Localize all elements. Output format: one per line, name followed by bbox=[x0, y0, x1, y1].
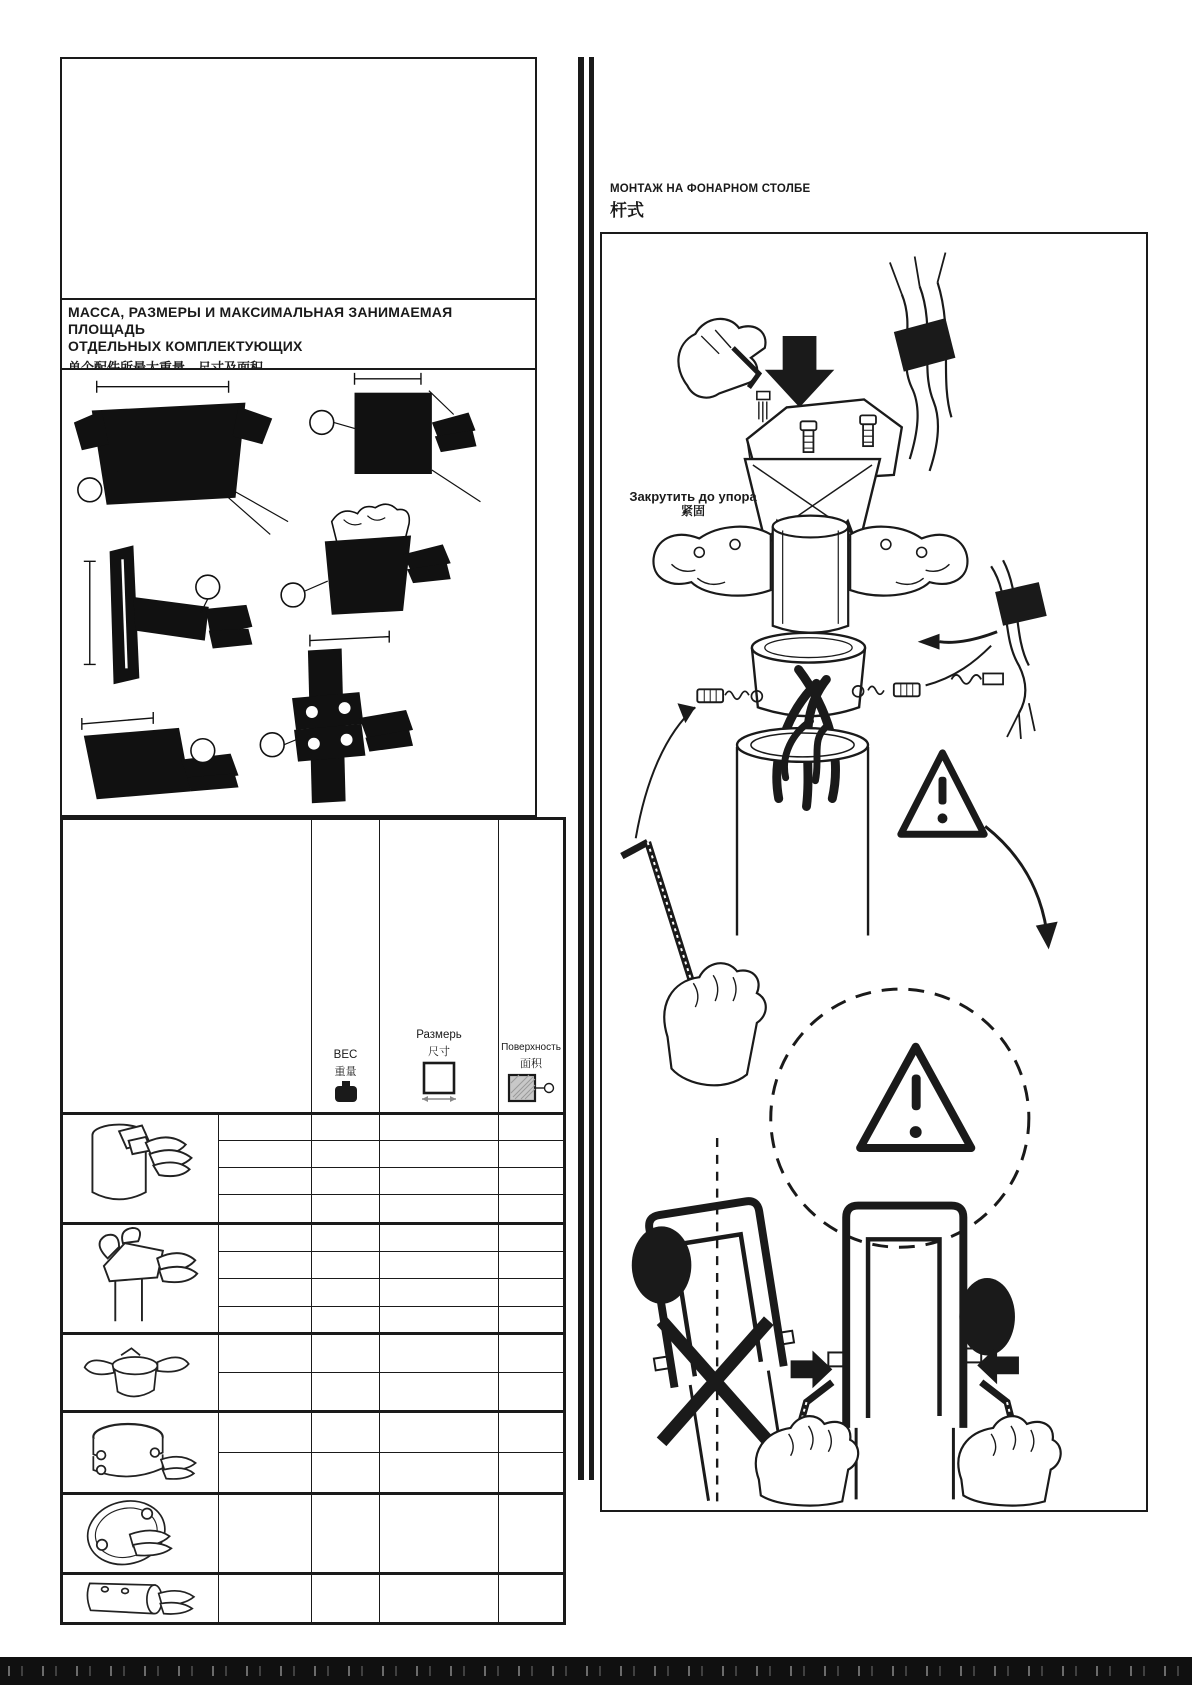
spec-cell-empty bbox=[380, 1453, 499, 1494]
spec-cell-empty bbox=[499, 1141, 565, 1168]
set-screw-with-spring-right-upper bbox=[951, 673, 1003, 684]
pole-mounting-illustration bbox=[602, 234, 1146, 1510]
spec-header-surface bbox=[499, 819, 565, 1114]
tighten-label-zh: 紧固 bbox=[680, 503, 705, 518]
spec-cell-empty bbox=[219, 1574, 312, 1624]
spec-row-post-top-claw-fitting bbox=[62, 1224, 565, 1252]
spec-cell-empty bbox=[312, 1334, 380, 1373]
spec-cell-empty bbox=[312, 1114, 380, 1141]
weight-icon bbox=[333, 1081, 359, 1103]
diagram-double-ring-fixture bbox=[260, 631, 413, 804]
spec-cell-empty bbox=[499, 1114, 565, 1141]
product-image-double-ring-clamp bbox=[62, 1412, 219, 1494]
spec-cell-empty bbox=[380, 1334, 499, 1373]
diagram-trapezoid-fixture bbox=[82, 712, 239, 799]
spec-cell-empty bbox=[499, 1252, 565, 1279]
spec-cell-empty bbox=[219, 1307, 312, 1334]
pole-mounting-illustration-box bbox=[600, 232, 1148, 1512]
spec-cell-empty bbox=[499, 1412, 565, 1453]
spec-row-post-top-spigot-cylinder bbox=[62, 1114, 565, 1141]
bolt-icon bbox=[801, 421, 817, 452]
column-divider-line bbox=[589, 57, 594, 1480]
callout-dot-left bbox=[632, 1226, 692, 1303]
spec-cell-empty bbox=[312, 1574, 380, 1624]
callout-circle bbox=[196, 575, 220, 599]
spec-cell-empty bbox=[499, 1453, 565, 1494]
claw-piece-left bbox=[653, 527, 770, 596]
spec-cell-empty bbox=[219, 1279, 312, 1307]
spec-cell-empty bbox=[380, 1252, 499, 1279]
tighten-label-ru: Закрутить до упора bbox=[629, 489, 757, 504]
spec-cell-empty bbox=[380, 1114, 499, 1141]
spec-cell-empty bbox=[499, 1574, 565, 1624]
center-cup bbox=[773, 516, 848, 633]
warning-triangle-icon-large bbox=[860, 1047, 971, 1148]
spec-cell-empty bbox=[312, 1307, 380, 1334]
surface-header-zh: 面积 bbox=[520, 1058, 542, 1070]
spec-cell-empty bbox=[380, 1279, 499, 1307]
spec-cell-empty bbox=[219, 1412, 312, 1453]
spec-cell-empty bbox=[219, 1168, 312, 1195]
hand-bottom-right bbox=[958, 1416, 1060, 1505]
callout-circle bbox=[78, 478, 102, 502]
round-plate-fitting-line-art bbox=[76, 1495, 206, 1567]
prohibition-x-icon bbox=[662, 1321, 769, 1442]
post-top-spigot-cylinder-line-art bbox=[66, 1116, 216, 1216]
spec-row-winged-cap-fitting bbox=[62, 1334, 565, 1373]
spec-cell-empty bbox=[380, 1412, 499, 1453]
size-header-zh: 尺寸 bbox=[428, 1046, 450, 1058]
down-arrow-icon bbox=[765, 336, 834, 407]
spec-header-row bbox=[62, 819, 565, 1114]
pole-mounting-heading bbox=[610, 183, 940, 221]
surface-area-icon bbox=[507, 1073, 555, 1103]
product-image-post-top-spigot-cylinder bbox=[62, 1114, 219, 1224]
claw-piece-right bbox=[850, 527, 967, 596]
hand-with-hex-key-top bbox=[678, 319, 769, 422]
arrow-right-icon bbox=[791, 1350, 833, 1388]
weight-header-ru: ВЕС bbox=[333, 1049, 358, 1061]
fixture-silhouette-diagrams bbox=[62, 370, 535, 815]
spec-cell-empty bbox=[380, 1373, 499, 1412]
leader-arrow-to-left-screw bbox=[636, 703, 696, 838]
pole-mounting-heading-zh: 杆式 bbox=[610, 201, 644, 220]
component-spec-table bbox=[60, 817, 566, 1625]
spec-cell-empty bbox=[380, 1307, 499, 1334]
diagram-floodlight bbox=[74, 381, 288, 535]
spec-row-double-ring-clamp bbox=[62, 1412, 565, 1453]
size-header-ru: Размерь bbox=[416, 1029, 462, 1041]
insert-arrow-right bbox=[918, 632, 997, 650]
spec-cell-empty bbox=[312, 1494, 380, 1574]
winged-cap-fitting-line-art bbox=[76, 1335, 206, 1405]
tighten-instruction-label bbox=[622, 490, 764, 519]
diagram-stacked-claw-fixture bbox=[281, 504, 451, 615]
square-dimension-icon bbox=[420, 1061, 458, 1103]
spec-cell-empty bbox=[499, 1334, 565, 1373]
spec-cell-empty bbox=[380, 1168, 499, 1195]
weight-header-zh: 重量 bbox=[334, 1066, 357, 1078]
spec-header-weight bbox=[312, 819, 380, 1114]
spec-cell-empty bbox=[499, 1373, 565, 1412]
spec-cell-empty bbox=[312, 1224, 380, 1252]
spec-cell-empty bbox=[380, 1494, 499, 1574]
spec-cell-empty bbox=[219, 1114, 312, 1141]
page-bottom-scan-strip bbox=[0, 1657, 1192, 1685]
spec-cell-empty bbox=[312, 1373, 380, 1412]
product-image-round-plate-fitting bbox=[62, 1494, 219, 1574]
dimension-diagrams-box bbox=[60, 368, 537, 817]
section-title-line1: МАССА, РАЗМЕРЫ И МАКСИМАЛЬНАЯ ЗАНИМАЕМАЯ ПЛОЩАДЬ bbox=[68, 304, 453, 338]
spec-cell-empty bbox=[219, 1141, 312, 1168]
spec-cell-empty bbox=[219, 1494, 312, 1574]
arrow-to-detail-circle bbox=[985, 826, 1057, 949]
spec-cell-empty bbox=[380, 1224, 499, 1252]
spec-cell-empty bbox=[499, 1494, 565, 1574]
bolt-icon bbox=[860, 415, 876, 446]
callout-circle bbox=[310, 411, 334, 435]
diagram-box-fixture bbox=[310, 373, 481, 502]
section-title-box bbox=[60, 298, 537, 370]
spec-cell-empty bbox=[312, 1453, 380, 1494]
callout-circle bbox=[260, 733, 284, 757]
spec-cell-empty bbox=[219, 1334, 312, 1373]
callout-circle bbox=[281, 583, 305, 607]
hand-with-hex-key-left bbox=[622, 842, 766, 1085]
diagram-wall-fixture bbox=[84, 545, 253, 684]
spec-header-size bbox=[380, 819, 499, 1114]
pole-mounting-heading-ru: МОНТАЖ НА ФОНАРНОМ СТОЛБЕ bbox=[610, 183, 811, 195]
spec-cell-empty bbox=[312, 1252, 380, 1279]
spec-cell-empty bbox=[499, 1307, 565, 1334]
cable-bundle-right bbox=[991, 560, 1047, 739]
section-title-line2: ОТДЕЛЬНЫХ КОМПЛЕКТУЮЩИХ bbox=[68, 338, 303, 355]
spec-cell-empty bbox=[219, 1373, 312, 1412]
hand-bottom-left bbox=[756, 1416, 858, 1505]
left-top-empty-box bbox=[60, 57, 537, 300]
callout-dot-right bbox=[959, 1278, 1015, 1355]
set-screw-with-spring-left bbox=[697, 689, 762, 702]
product-image-winged-cap-fitting bbox=[62, 1334, 219, 1412]
spec-cell-empty bbox=[312, 1412, 380, 1453]
spec-cell-empty bbox=[219, 1224, 312, 1252]
spec-cell-empty bbox=[499, 1279, 565, 1307]
spec-cell-empty bbox=[499, 1195, 565, 1224]
set-screw-with-spring-right bbox=[853, 646, 991, 697]
spec-cell-empty bbox=[380, 1195, 499, 1224]
spec-cell-empty bbox=[312, 1279, 380, 1307]
spec-cell-empty bbox=[499, 1224, 565, 1252]
spec-header-description-cell bbox=[62, 819, 312, 1114]
spec-cell-empty bbox=[219, 1195, 312, 1224]
callout-circle bbox=[191, 739, 215, 763]
column-divider-line bbox=[578, 57, 584, 1480]
surface-header-ru: Поверхность bbox=[501, 1042, 561, 1053]
spec-row-round-plate-fitting bbox=[62, 1494, 565, 1574]
warning-triangle-icon bbox=[901, 753, 984, 834]
spec-cell-empty bbox=[312, 1195, 380, 1224]
double-ring-clamp-line-art bbox=[76, 1413, 206, 1487]
spec-cell-empty bbox=[499, 1168, 565, 1195]
product-image-horizontal-sleeve-fitting bbox=[62, 1574, 219, 1624]
spec-cell-empty bbox=[380, 1574, 499, 1624]
product-image-post-top-claw-fitting bbox=[62, 1224, 219, 1334]
spec-cell-empty bbox=[312, 1141, 380, 1168]
spec-cell-empty bbox=[312, 1168, 380, 1195]
spec-cell-empty bbox=[219, 1453, 312, 1494]
post-top-claw-fitting-line-art bbox=[66, 1226, 216, 1326]
horizontal-sleeve-fitting-line-art bbox=[71, 1575, 211, 1617]
spec-cell-empty bbox=[380, 1141, 499, 1168]
spec-cell-empty bbox=[219, 1252, 312, 1279]
spec-row-horizontal-sleeve-fitting bbox=[62, 1574, 565, 1624]
